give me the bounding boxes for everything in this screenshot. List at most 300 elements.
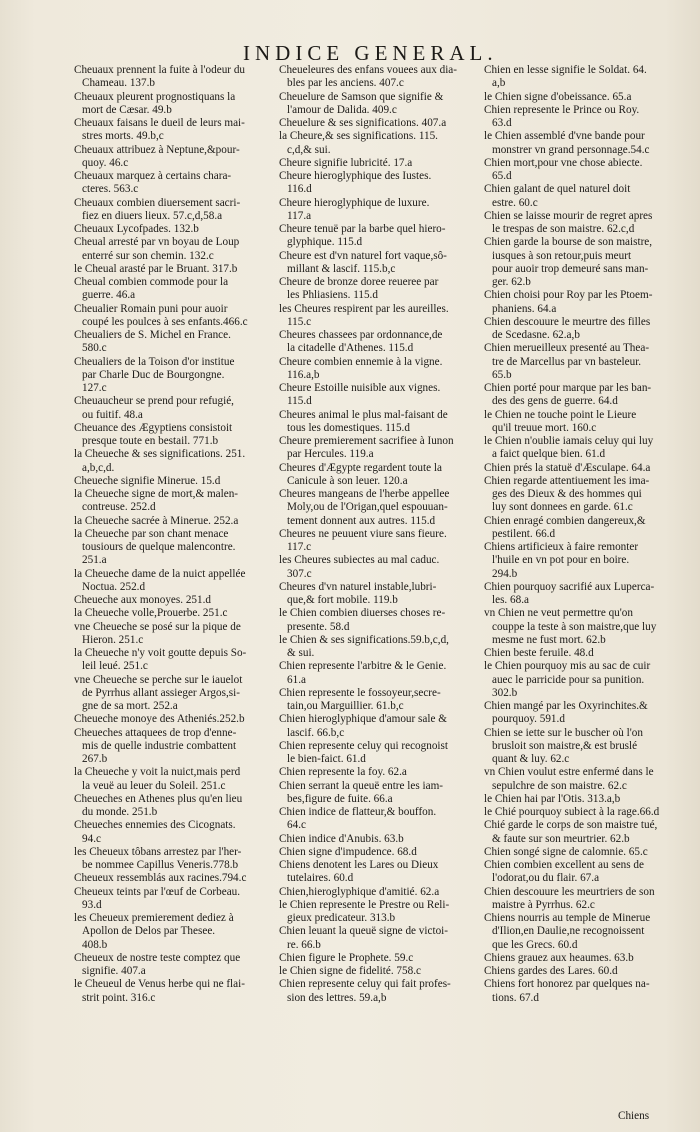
- index-entry-line: Cheueche monoye des Atheniés.252.b: [74, 713, 245, 726]
- index-entry-line: le Chien pourquoy mis au sac de cuir: [484, 660, 651, 673]
- index-entry-line: Cheueche signifie Minerue. 15.d: [74, 474, 221, 487]
- index-entry: [279, 780, 481, 807]
- index-entry-line: 115.c: [287, 315, 312, 328]
- index-entry: [279, 766, 481, 779]
- index-entry-line: la Cheueche dame de la nuict appellée: [74, 567, 246, 580]
- index-entry-line: Chien represente celuy qui recognoist: [279, 739, 448, 752]
- index-entry-line: Cheuaux faisans le dueil de leurs mai-: [74, 117, 245, 129]
- index-entry-line: les Cheures respirent par les aureilles.: [279, 302, 449, 315]
- index-entry-line: Cheuaucheur se prend pour refugié,: [74, 395, 234, 408]
- index-entry: [74, 952, 270, 979]
- index-entry-line: Cheure premierement sacrifiee à Iunon: [279, 435, 454, 447]
- index-entry: [484, 289, 680, 316]
- index-entry-line: a,b: [492, 77, 506, 90]
- index-entry-line: Cheualier Romain puni pour auoir: [74, 302, 228, 315]
- index-entry-line: la Cheueche y voit la nuict,mais perd: [74, 766, 241, 779]
- index-entry: [484, 819, 680, 846]
- index-entry: [484, 806, 680, 819]
- index-entry: [74, 197, 270, 224]
- index-entry-line: iusques à son retour,puis meurt: [492, 249, 632, 262]
- index-entry-line: Chien merueilleux presenté au Thea-: [484, 342, 650, 355]
- index-entry: [279, 899, 481, 926]
- index-entry-line: l'amour de Dalida. 409.c: [287, 103, 397, 116]
- index-entry: [74, 170, 270, 197]
- index-entry: [279, 978, 481, 1005]
- index-entry-line: le Chien signe de fidelité. 758.c: [279, 965, 421, 977]
- index-column-right: [484, 64, 680, 1114]
- index-entry-line: Chien mort,pour vne chose abiecte.: [484, 156, 643, 169]
- index-entry-line: la Cheueche sacrée à Minerue. 252.a: [74, 514, 239, 527]
- index-entry-line: les Cheueux premierement dediez à: [74, 912, 234, 924]
- index-entry-line: re. 66.b: [287, 938, 321, 951]
- index-entry-line: la Cheueche n'y voit goutte depuis So-: [74, 647, 247, 659]
- index-entry: [279, 713, 481, 740]
- index-entry-line: 127.c: [82, 382, 107, 394]
- index-entry-line: 580.c: [82, 342, 107, 355]
- index-entry-line: la Cheueche & ses significations. 251.: [74, 448, 246, 461]
- index-entry: [279, 356, 481, 383]
- index-entry-line: tain,ou Marguillier. 61.b,c: [287, 700, 404, 712]
- index-entry: [74, 647, 270, 674]
- index-entry: [484, 409, 680, 436]
- index-entry-line: 64.c: [287, 819, 306, 832]
- index-entry-line: Chiens grauez aux heaumes. 63.b: [484, 951, 634, 964]
- index-entry-line: Chien represente la foy. 62.a: [279, 766, 407, 779]
- index-entry-line: Chien represente l'arbitre & le Genie.: [279, 660, 447, 673]
- index-entry: [279, 660, 481, 687]
- index-entry-line: 408.b: [82, 938, 108, 951]
- index-entry-line: Chien represente le fossoyeur,secre-: [279, 686, 441, 699]
- index-entry-line: 267.b: [82, 753, 108, 765]
- index-entry: [74, 144, 270, 171]
- index-entry-line: 117.a: [287, 209, 312, 222]
- index-entry-line: Cheure est d'vn naturel fort vaque,sô-: [279, 249, 447, 262]
- index-entry-line: 116.d: [287, 183, 312, 196]
- index-entry-line: 294.b: [492, 567, 518, 580]
- index-entry-line: fiez en diuers lieux. 57.c,d,58.a: [82, 209, 223, 222]
- index-entry-line: l'huile en vn pot pour en boire.: [492, 554, 630, 567]
- index-entry: [279, 276, 481, 303]
- index-entry: [484, 91, 680, 104]
- index-entry: [279, 581, 481, 608]
- index-entry-line: presente. 58.d: [287, 620, 350, 633]
- index-entry: [484, 382, 680, 409]
- index-entry-line: Chien serrant la queuë entre les iam-: [279, 779, 444, 792]
- index-entry: [74, 117, 270, 144]
- index-entry: [279, 965, 481, 978]
- index-entry-line: Chien se laisse mourir de regret apres: [484, 209, 653, 222]
- index-entry: [279, 435, 481, 462]
- index-entry-line: glyphique. 115.d: [287, 236, 363, 249]
- index-entry-line: quoy. 46.c: [82, 156, 129, 169]
- index-entry-line: pestilent. 66.d: [492, 527, 556, 540]
- index-entry-line: Chien regarde attentiuement les ima-: [484, 474, 650, 487]
- index-entry-line: la Cheure,& ses significations. 115.: [279, 130, 438, 143]
- index-entry: [484, 647, 680, 660]
- index-entry-line: des des gens de guerre. 64.d: [492, 395, 618, 408]
- index-entry-line: strit point. 316.c: [82, 991, 156, 1004]
- index-entry: [74, 515, 270, 528]
- index-entry: [74, 886, 270, 913]
- index-entry-line: mis de quelle industrie combattent: [82, 739, 237, 752]
- index-entry: [279, 846, 481, 859]
- index-entry: [279, 833, 481, 846]
- index-entry-line: Cheures d'vn naturel instable,lubri-: [279, 580, 437, 593]
- index-entry: [279, 554, 481, 581]
- index-entry-line: le Chien assemblé d'vne bande pour: [484, 130, 645, 143]
- index-entry-line: monstrer vn grand personnage.54.c: [492, 143, 650, 156]
- index-entry-line: maistre à Pyrrhus. 62.c: [492, 898, 595, 911]
- index-entry-line: Cheueleures des enfans vouees aux dia-: [279, 64, 458, 76]
- index-entry-line: Chameau. 137.b: [82, 77, 156, 90]
- index-entry-line: tousiours de quelque malencontre.: [82, 541, 236, 553]
- index-entry: [279, 687, 481, 714]
- index-entry-line: contreuse. 252.d: [82, 501, 156, 514]
- index-entry-line: Cheualiers de S. Michel en France.: [74, 329, 231, 341]
- index-entry-line: mesme ne fust mort. 62.b: [492, 633, 606, 646]
- index-entry-line: Chien hieroglyphique d'amour sale &: [279, 713, 447, 726]
- index-entry-line: gieux predicateur. 313.b: [287, 912, 396, 924]
- index-entry-line: Chien indice d'Anubis. 63.b: [279, 832, 404, 845]
- index-entry: [74, 872, 270, 885]
- index-entry-line: Cheure Estoille nuisible aux vignes.: [279, 382, 441, 394]
- index-entry-line: Chien enragé combien dangereux,&: [484, 514, 646, 527]
- index-entry: [279, 925, 481, 952]
- index-entry-line: & faute sur son meurtrier. 62.b: [492, 832, 630, 845]
- index-entry-line: brusloit son maistre,& est bruslé: [492, 739, 638, 752]
- index-entry: [484, 793, 680, 806]
- index-entry-line: Cheuelure & ses significations. 407.a: [279, 117, 447, 129]
- index-entry-line: Cheures mangeans de l'herbe appellee: [279, 488, 450, 500]
- index-entry: [279, 488, 481, 528]
- index-entry-line: 251.a: [82, 554, 107, 567]
- index-entry-line: tre de Marcellus par vn basteleur.: [492, 355, 642, 368]
- index-entry: [74, 64, 270, 91]
- index-entry: [279, 303, 481, 330]
- index-entry-line: Chien se iette sur le buscher où l'on: [484, 726, 643, 739]
- index-entry-line: c,d,& sui.: [287, 143, 331, 156]
- index-entry-line: les. 68.a: [492, 594, 529, 606]
- index-entry-line: Cheure de bronze doree reueree par: [279, 276, 439, 288]
- index-entry-line: ger. 62.b: [492, 276, 531, 288]
- index-entry: [74, 422, 270, 449]
- index-entry: [279, 409, 481, 436]
- index-entry: [279, 528, 481, 555]
- index-entry: [279, 462, 481, 489]
- index-entry-line: Cheures chassees par ordonnance,de: [279, 329, 443, 341]
- index-entry-line: Chien represente celuy qui fait profes-: [279, 978, 451, 991]
- index-entry-line: Chiens artificieux à faire remonter: [484, 541, 639, 553]
- index-entry: [484, 210, 680, 237]
- index-entry: [484, 700, 680, 727]
- index-entry-line: ges des Dieux & des hommes qui: [492, 488, 642, 500]
- index-entry: [279, 952, 481, 965]
- index-entry-line: le Chien & ses significations.59.b,c,d,: [279, 633, 449, 646]
- index-entry-line: Chien mangé par les Oxyrinchites.&: [484, 700, 648, 712]
- index-entry-line: 116.a,b: [287, 368, 320, 381]
- index-entry: [484, 727, 680, 767]
- index-entry-line: l'odorat,ou du flair. 67.a: [492, 872, 600, 885]
- index-entry: [484, 541, 680, 581]
- index-entry-line: que,& fort mobile. 119.b: [287, 594, 398, 606]
- index-entry: [74, 594, 270, 607]
- index-entry: [484, 859, 680, 886]
- index-entry-line: Cheure combien ennemie à la vigne.: [279, 355, 443, 368]
- index-entry-line: 65.d: [492, 170, 512, 182]
- index-entry-line: signifie. 407.a: [82, 965, 146, 977]
- index-entry: [484, 342, 680, 382]
- index-entry-line: le Chié pourquoy subiect à la rage.66.d: [484, 806, 660, 818]
- index-entry: [484, 952, 680, 965]
- index-entry: [74, 475, 270, 488]
- index-entry: [279, 130, 481, 157]
- index-entry: [279, 806, 481, 833]
- index-entry: [74, 263, 270, 276]
- index-entry-line: Cheure tenuë par la barbe quel hiero-: [279, 223, 446, 235]
- index-entry: [484, 912, 680, 952]
- index-entry-line: le Chien hai par l'Otis. 313.a,b: [484, 792, 621, 805]
- index-entry: [74, 395, 270, 422]
- index-entry-line: pourquoy. 591.d: [492, 713, 565, 726]
- index-entry-line: Noctua. 252.d: [82, 580, 146, 593]
- index-entry-line: phaniens. 64.a: [492, 302, 557, 315]
- index-entry-line: couppe la teste à son maistre,que luy: [492, 620, 657, 633]
- index-entry-line: Cheuaux prennent la fuite à l'odeur du: [74, 64, 246, 76]
- index-entry-line: enterré sur son chemin. 132.c: [82, 249, 214, 262]
- index-entry-line: Chien combien excellent au sens de: [484, 859, 644, 871]
- index-entry-line: d'Ilion,en Daulie,ne recognoissent: [492, 925, 645, 938]
- index-entry-line: Cheueches en Athenes plus qu'en lieu: [74, 792, 243, 805]
- index-entry-line: de Scedasne. 62.a,b: [492, 329, 580, 341]
- index-entry: [74, 846, 270, 873]
- index-entry-line: tions. 67.d: [492, 991, 539, 1004]
- index-entry-line: 93.d: [82, 898, 102, 911]
- index-entry: [74, 819, 270, 846]
- index-entry-line: & sui.: [287, 647, 315, 659]
- index-entry-line: 115.d: [287, 395, 312, 408]
- index-entry: [484, 104, 680, 131]
- index-entry-line: vn Chien ne veut permettre qu'on: [484, 607, 633, 620]
- index-entry-line: lascif. 66.b,c: [287, 726, 345, 739]
- index-entry: [484, 581, 680, 608]
- index-entry-line: la Cheueche signe de mort,& malen-: [74, 488, 239, 500]
- index-entry: [279, 64, 481, 91]
- index-entry-line: Chien choisi pour Roy par les Ptoem-: [484, 289, 653, 302]
- index-entry-line: Chien galant de quel naturel doit: [484, 183, 631, 196]
- index-entry-line: 61.a: [287, 673, 306, 686]
- index-entry-line: Chien represente le Prince ou Roy.: [484, 103, 640, 116]
- index-entry-line: Cheure hieroglyphique de luxure.: [279, 196, 430, 209]
- index-entry-line: Cheueches ennemies des Cicognats.: [74, 819, 236, 832]
- index-entry-line: stres morts. 49.b,c: [82, 130, 164, 143]
- index-entry: [484, 316, 680, 343]
- index-entry-line: Chiens fort honorez par quelques na-: [484, 978, 650, 991]
- index-entry-line: bes,figure de fuite. 66.a: [287, 792, 393, 805]
- index-entry-line: tutelaires. 60.d: [287, 872, 354, 885]
- index-entry: [74, 766, 270, 793]
- index-entry-line: le Chien signe d'obeissance. 65.a: [484, 90, 632, 103]
- index-entry: [279, 117, 481, 130]
- index-entry-line: luy sont donnees en garde. 61.c: [492, 501, 633, 514]
- index-entry: [74, 223, 270, 236]
- index-entry-line: auec le parricide pour sa punition.: [492, 673, 645, 686]
- index-entry-line: les Cheures subiectes au mal caduc.: [279, 554, 440, 567]
- index-entry: [484, 64, 680, 91]
- index-entry: [484, 846, 680, 859]
- index-entry: [484, 130, 680, 157]
- index-entry: [74, 356, 270, 396]
- index-entry-line: Chien garde la bourse de son maistre,: [484, 236, 653, 249]
- index-entry-line: gne de sa mort. 252.a: [82, 700, 178, 712]
- index-entry: [279, 250, 481, 277]
- index-entry-line: vne Cheueche se perche sur le iauelot: [74, 673, 243, 686]
- index-entry-line: Cheual arresté par vn boyau de Loup: [74, 236, 240, 249]
- index-entry: [484, 183, 680, 210]
- index-entry-line: estre. 60.c: [492, 196, 538, 209]
- index-entry-line: Cheueux teints par l'œuf de Corbeau.: [74, 885, 241, 898]
- index-entry-line: la citadelle d'Athenes. 115.d: [287, 342, 414, 355]
- index-entry-line: Cheures ne peuuent viure sans fieure.: [279, 527, 447, 540]
- index-column-left: [74, 64, 270, 1114]
- index-entry-line: vn Chien voulut estre enfermé dans le: [484, 766, 654, 779]
- index-entry-line: Hieron. 251.c: [82, 633, 144, 646]
- index-entry-line: par Hercules. 119.a: [287, 448, 374, 461]
- index-entry: [74, 91, 270, 118]
- index-entry-line: 307.c: [287, 567, 312, 580]
- index-entry-line: le Chien n'oublie iamais celuy qui luy: [484, 435, 654, 447]
- index-entry-line: Chien porté pour marque par les ban-: [484, 382, 652, 394]
- index-entry: [74, 912, 270, 952]
- index-entry-line: guerre. 46.a: [82, 289, 136, 302]
- index-entry: [74, 607, 270, 620]
- index-entry-line: Cheures animal le plus mal-faisant de: [279, 408, 448, 421]
- index-entry: [74, 236, 270, 263]
- index-entry-line: Chien figure le Prophete. 59.c: [279, 951, 414, 964]
- index-entry-line: les Cheueux tôbans arrestez par l'her-: [74, 845, 242, 858]
- index-entry-line: bles par les anciens. 407.c: [287, 77, 404, 90]
- index-entry-line: Cheueche aux monoyes. 251.d: [74, 594, 212, 606]
- index-entry-line: le Cheual arasté par le Bruant. 317.b: [74, 262, 238, 275]
- index-entry: [484, 515, 680, 542]
- index-entry-line: Chien indice de flatteur,& bouffon.: [279, 806, 437, 818]
- index-entry: [74, 674, 270, 714]
- index-entry-line: pour auoir trop demeuré sans man-: [492, 262, 649, 275]
- index-entry-line: Chien songé signe de calomnie. 65.c: [484, 845, 648, 858]
- index-entry-line: Cheueches attaquees de trop d'enne-: [74, 726, 237, 739]
- index-entry: [74, 276, 270, 303]
- index-entry: [484, 660, 680, 700]
- index-entry-line: sepulchre de son maistre. 62.c: [492, 779, 627, 792]
- index-entry-line: Chié garde le corps de son maistre tué,: [484, 819, 658, 832]
- index-entry: [279, 223, 481, 250]
- index-entry-line: Cheuaux attribuez à Neptune,&pour-: [74, 143, 240, 156]
- index-entry-line: Cheualiers de la Toison d'or institue: [74, 355, 235, 368]
- index-entry-line: que les Grecs. 60.d: [492, 938, 578, 951]
- index-entry-line: Chien signe d'impudence. 68.d: [279, 845, 417, 858]
- index-entry-line: 65.b: [492, 368, 512, 381]
- index-entry: [279, 634, 481, 661]
- index-entry-line: de Pyrrhus allant assieger Argos,si-: [82, 686, 240, 699]
- index-entry-line: Chiens nourris au temple de Minerue: [484, 912, 651, 924]
- index-entry-line: le trespas de son maistre. 62.c,d: [492, 223, 635, 235]
- index-entry-line: le Chien represente le Prestre ou Reli-: [279, 898, 450, 911]
- index-entry-line: Apollon de Delos par Thesee.: [82, 925, 216, 938]
- index-entry: [279, 607, 481, 634]
- index-entry-line: Cheuelure de Samson que signifie &: [279, 90, 444, 103]
- index-entry-line: qu'il treuue mort. 160.c: [492, 421, 597, 434]
- index-entry: [74, 793, 270, 820]
- index-entry-line: presque toute en bestail. 771.b: [82, 435, 219, 447]
- index-entry-line: Cheuaux combien diuersement sacri-: [74, 196, 241, 209]
- index-entry-line: tous les domestiques. 115.d: [287, 421, 410, 434]
- index-entry: [484, 607, 680, 647]
- index-entry-line: 302.b: [492, 686, 518, 699]
- index-entry-line: 63.d: [492, 117, 512, 129]
- index-entry-line: du monde. 251.b: [82, 806, 158, 818]
- index-entry: [484, 435, 680, 462]
- index-entry-line: Chien leuant la queuë signe de victoi-: [279, 925, 449, 938]
- index-entry-line: le Cheueul de Venus herbe qui ne flai-: [74, 978, 245, 991]
- index-entry-line: Canicule à son leuer. 120.a: [287, 474, 408, 487]
- index-entry-line: Chiens denotent les Lares ou Dieux: [279, 859, 439, 871]
- index-entry-line: Cheure hieroglyphique des Iustes.: [279, 170, 432, 182]
- index-entry-line: Moly,ou de l'Origan,quel espouuan-: [287, 501, 448, 514]
- index-entry-line: a,b,c,d.: [82, 461, 115, 474]
- index-entry: [484, 236, 680, 289]
- index-entry: [484, 462, 680, 475]
- index-entry-line: Chien,hieroglyphique d'amitié. 62.a: [279, 885, 440, 898]
- index-entry: [74, 448, 270, 475]
- index-entry-line: la Cheueche volle,Prouerbe. 251.c: [74, 607, 228, 620]
- index-entry: [279, 170, 481, 197]
- index-entry: [279, 382, 481, 409]
- index-entry: [484, 475, 680, 515]
- index-entry: [484, 965, 680, 978]
- index-entry-line: Cheual combien commode pour la: [74, 276, 229, 288]
- index-entry: [484, 157, 680, 184]
- index-entry-line: la Cheueche par son chant menace: [74, 527, 229, 540]
- index-entry: [74, 727, 270, 767]
- index-entry-line: Cheures d'Ægypte regardent toute la: [279, 461, 442, 474]
- index-entry-line: le Chien ne touche point le Lieure: [484, 408, 637, 421]
- index-entry-line: le bien-faict. 61.d: [287, 753, 366, 765]
- index-entry-line: millant & lascif. 115.b,c: [287, 262, 396, 275]
- index-entry: [74, 568, 270, 595]
- index-column-middle: [279, 64, 481, 1114]
- index-entry: [74, 713, 270, 726]
- index-entry-line: Cheuaux Lycofpades. 132.b: [74, 223, 199, 235]
- index-entry-line: Cheuaux marquez à certains chara-: [74, 170, 232, 182]
- index-entry-line: coupé les poulces à ses enfants.466.c: [82, 315, 248, 328]
- index-entry-line: mort de Cæsar. 49.b: [82, 103, 172, 116]
- index-entry-line: Chien descouure le meurtre des filles: [484, 315, 651, 328]
- index-entry-line: la veuë au leuer du Soleil. 251.c: [82, 779, 226, 792]
- index-entry-line: ou fuitif. 48.a: [82, 408, 143, 421]
- index-entry: [484, 766, 680, 793]
- index-entry-line: Chiens gardes des Lares. 60.d: [484, 965, 618, 977]
- index-entry-line: Chien beste feruile. 48.d: [484, 647, 594, 659]
- index-entry: [279, 329, 481, 356]
- index-entry-line: be nommee Capillus Veneris.778.b: [82, 859, 239, 871]
- index-entry-line: Cheueux de nostre teste comptez que: [74, 951, 241, 964]
- index-entry-line: par Charle Duc de Bourgongne.: [82, 368, 225, 381]
- index-entry: [484, 886, 680, 913]
- index-entry-line: sion des lettres. 59.a,b: [287, 991, 387, 1004]
- index-entry-line: Chien descouure les meurtriers de son: [484, 885, 655, 898]
- index-entry: [484, 978, 680, 1005]
- index-entry-line: Cheure signifie lubricité. 17.a: [279, 156, 413, 169]
- index-entry-line: le Chien combien diuerses choses re-: [279, 607, 446, 620]
